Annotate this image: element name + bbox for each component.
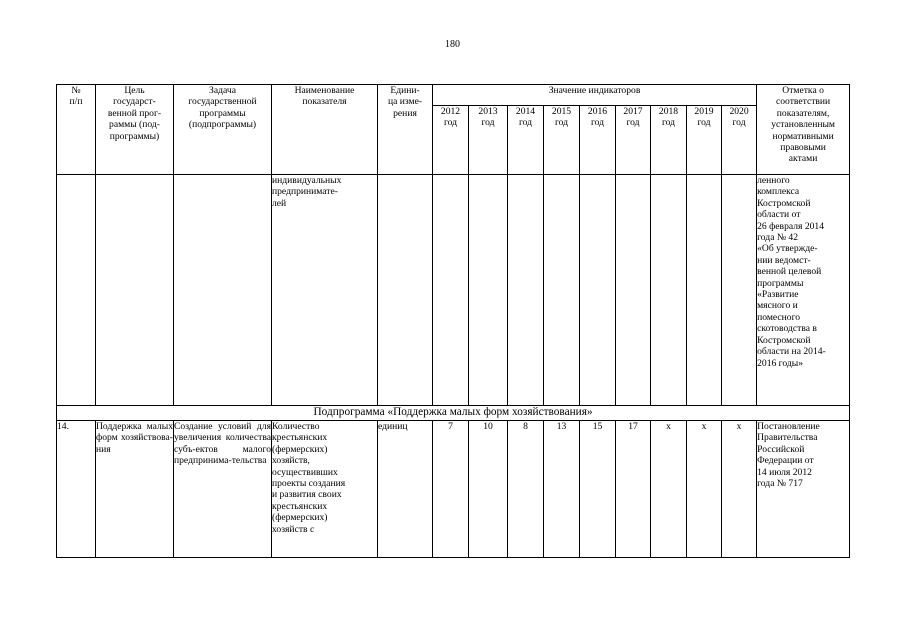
cell-compliance-note: ленного комплекса Костромской области от 26 февраля 2014 года № 42 «Об утвержде- нии ведомст- венной целевой программы «Развитие мясного и помесного скотоводства в Костромской области на 2014- 2016 годы» (757, 175, 850, 406)
col-header-number: № п/п (57, 85, 96, 175)
cell-empty (687, 175, 722, 406)
subprogram-title: Подпрограмма «Поддержка малых форм хозяйствования» (57, 406, 850, 421)
year-header: 2016 год (580, 106, 616, 175)
cell-value-2016: 15 (580, 421, 616, 558)
cell-row-number: 14. (57, 421, 96, 558)
cell-unit: единиц (378, 421, 433, 558)
year-header: 2013 год (469, 106, 508, 175)
col-header-unit: Едини- ца изме- рения (378, 85, 433, 175)
year-header: 2012 год (433, 106, 469, 175)
header-row (57, 85, 850, 106)
year-header: 2019 год (687, 106, 722, 175)
year-header: 2015 год (544, 106, 580, 175)
col-header-task: Задача государственной программы (подпрограммы) (174, 85, 272, 175)
indicators-table (56, 84, 850, 558)
cell-value-2012: 7 (433, 421, 469, 558)
year-header: 2017 год (616, 106, 651, 175)
cell-empty (174, 175, 272, 406)
cell-value-2018: х (651, 421, 687, 558)
col-header-goal: Цель государст- венной прог- раммы (под- программы) (96, 85, 174, 175)
col-header-indicator-name: Наименование показателя (272, 85, 378, 175)
cell-compliance-note: Постановление Правительства Российской Федерации от 14 июля 2012 года № 717 (757, 421, 850, 558)
cell-value-2015: 13 (544, 421, 580, 558)
cell-value-2020: х (722, 421, 757, 558)
cell-empty (616, 175, 651, 406)
col-header-compliance-note: Отметка о соответствии показателям, установленным нормативными правовыми актами (757, 85, 850, 175)
year-header: 2020 год (722, 106, 757, 175)
cell-goal: Поддержка малых форм хозяйствова-ния (96, 421, 174, 558)
cell-value-2013: 10 (469, 421, 508, 558)
table-row-continued (57, 175, 850, 406)
cell-empty (378, 175, 433, 406)
cell-task: Создание условий для увеличения количества субъ-ектов малого предпринима-тельства (174, 421, 272, 558)
cell-empty (57, 175, 96, 406)
cell-empty (469, 175, 508, 406)
table-row-14 (57, 421, 850, 558)
cell-indicator-name: Количество крестьянских (фермерских) хозяйств, осуществивших проекты создания и развития своих крестьянских (фермерских) хозяйств с (272, 421, 378, 558)
cell-empty (651, 175, 687, 406)
cell-value-2019: х (687, 421, 722, 558)
cell-empty (508, 175, 544, 406)
cell-empty (722, 175, 757, 406)
page-number: 180 (445, 39, 460, 50)
cell-empty (544, 175, 580, 406)
cell-empty (433, 175, 469, 406)
cell-empty (580, 175, 616, 406)
year-header: 2014 год (508, 106, 544, 175)
cell-value-2014: 8 (508, 421, 544, 558)
cell-empty (96, 175, 174, 406)
col-header-indicator-values: Значение индикаторов (433, 85, 757, 106)
year-header: 2018 год (651, 106, 687, 175)
cell-indicator-name: индивидуальных предпринимате- лей (272, 175, 378, 406)
cell-value-2017: 17 (616, 421, 651, 558)
subprogram-row (57, 406, 850, 421)
